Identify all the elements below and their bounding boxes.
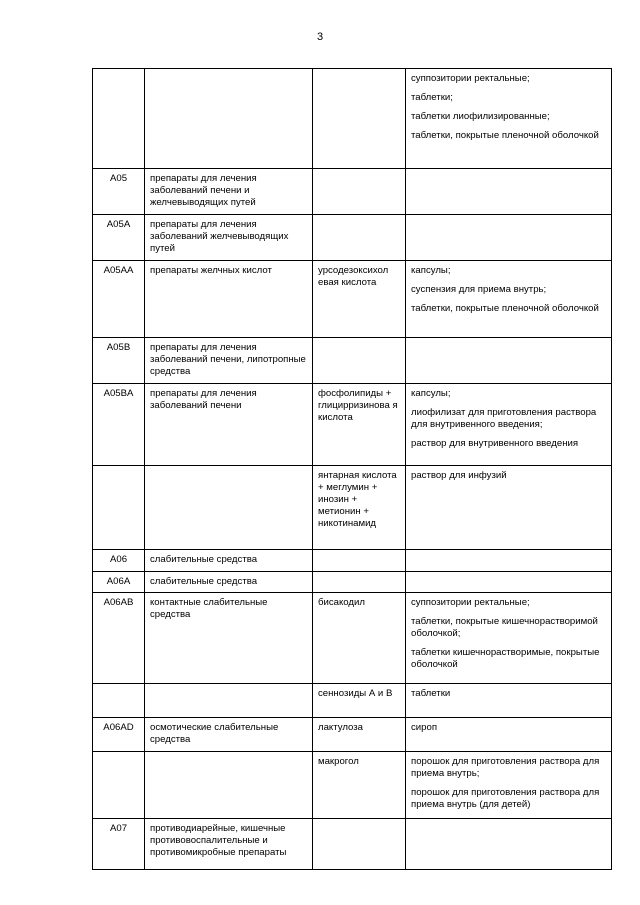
table-row: [93, 684, 612, 718]
group-cell: препараты для лечения заболеваний желчевыводящих путей: [145, 215, 313, 261]
group-cell: [145, 466, 313, 550]
group-cell: препараты для лечения заболеваний печени и желчевыводящих путей: [145, 169, 313, 215]
atc-code-cell: A06A: [93, 572, 145, 593]
dosage-form: таблетки кишечнорастворимые, покрытые оболочкой: [411, 647, 600, 670]
dosage-form: таблетки: [411, 688, 451, 699]
table-row: [93, 169, 612, 215]
forms-cell: [406, 819, 612, 870]
drug-cell: макрогол: [313, 752, 406, 819]
atc-code-cell: A05BA: [93, 384, 145, 466]
dosage-form: таблетки, покрытые пленочной оболочкой: [411, 130, 599, 141]
drug-cell: [313, 572, 406, 593]
group-cell: препараты для лечения заболеваний печени: [145, 384, 313, 466]
page-number: 3: [316, 31, 324, 43]
dosage-form: раствор для внутривенного введения: [411, 438, 579, 449]
drug-cell: лактулоза: [313, 718, 406, 752]
atc-code-cell: A05AA: [93, 261, 145, 338]
forms-cell: [406, 572, 612, 593]
dosage-form: таблетки, покрытые пленочной оболочкой: [411, 303, 599, 314]
forms-cell: [406, 550, 612, 572]
table-row: [93, 593, 612, 684]
drug-cell: [313, 819, 406, 870]
forms-cell: [406, 593, 612, 684]
forms-cell: [406, 752, 612, 819]
drug-cell: сеннозиды А и В: [313, 684, 406, 718]
drug-table-body: [93, 69, 612, 870]
drug-cell: янтарная кислота + меглумин + инозин + метионин + никотинамид: [313, 466, 406, 550]
drug-cell: [313, 69, 406, 169]
atc-code-cell: A05: [93, 169, 145, 215]
table-row: [93, 215, 612, 261]
dosage-form: суспензия для приема внутрь;: [411, 284, 547, 295]
dosage-form: таблетки;: [411, 92, 453, 103]
dosage-form: капсулы;: [411, 265, 451, 276]
dosage-form: раствор для инфузий: [411, 470, 507, 481]
table-row: [93, 819, 612, 870]
atc-code-cell: [93, 684, 145, 718]
forms-cell: [406, 215, 612, 261]
table-row: [93, 718, 612, 752]
table-row: [93, 261, 612, 338]
forms-cell: [406, 466, 612, 550]
forms-cell: [406, 261, 612, 338]
group-cell: [145, 752, 313, 819]
dosage-form: лиофилизат для приготовления раствора для внутривенного введения;: [411, 407, 597, 430]
drug-cell: [313, 169, 406, 215]
forms-cell: [406, 69, 612, 169]
table-row: [93, 550, 612, 572]
forms-cell: [406, 384, 612, 466]
group-cell: контактные слабительные средства: [145, 593, 313, 684]
atc-code-cell: [93, 69, 145, 169]
dosage-form: таблетки, покрытые кишечнорастворимой оболочкой;: [411, 616, 598, 639]
drug-table: [92, 68, 612, 870]
table-row: [93, 572, 612, 593]
forms-cell: [406, 338, 612, 384]
group-cell: [145, 69, 313, 169]
group-cell: [145, 684, 313, 718]
forms-cell: [406, 718, 612, 752]
atc-code-cell: [93, 466, 145, 550]
atc-code-cell: A06AD: [93, 718, 145, 752]
group-cell: препараты для лечения заболеваний печени, липотропные средства: [145, 338, 313, 384]
dosage-form: сироп: [411, 722, 438, 733]
dosage-form: суппозитории ректальные;: [411, 73, 530, 84]
group-cell: слабительные средства: [145, 550, 313, 572]
atc-code-cell: A06: [93, 550, 145, 572]
forms-cell: [406, 684, 612, 718]
dosage-form: порошок для приготовления раствора для приема внутрь (для детей): [411, 787, 600, 810]
drug-cell: урсодезоксихол евая кислота: [313, 261, 406, 338]
dosage-form: капсулы;: [411, 388, 451, 399]
atc-code-cell: A07: [93, 819, 145, 870]
dosage-form: суппозитории ректальные;: [411, 597, 530, 608]
drug-cell: [313, 550, 406, 572]
atc-code-cell: A06AB: [93, 593, 145, 684]
table-row: [93, 752, 612, 819]
drug-cell: фосфолипиды + глицирризинова я кислота: [313, 384, 406, 466]
atc-code-cell: A05A: [93, 215, 145, 261]
atc-code-cell: [93, 752, 145, 819]
drug-cell: бисакодил: [313, 593, 406, 684]
table-row: [93, 69, 612, 169]
group-cell: противодиарейные, кишечные противовоспалительные и противомикробные препараты: [145, 819, 313, 870]
table-row: [93, 466, 612, 550]
group-cell: слабительные средства: [145, 572, 313, 593]
drug-cell: [313, 338, 406, 384]
drug-cell: [313, 215, 406, 261]
dosage-form: таблетки лиофилизированные;: [411, 111, 550, 122]
atc-code-cell: A05B: [93, 338, 145, 384]
table-row: [93, 338, 612, 384]
group-cell: препараты желчных кислот: [145, 261, 313, 338]
table-row: [93, 384, 612, 466]
forms-cell: [406, 169, 612, 215]
dosage-form: порошок для приготовления раствора для приема внутрь;: [411, 756, 600, 779]
group-cell: осмотические слабительные средства: [145, 718, 313, 752]
